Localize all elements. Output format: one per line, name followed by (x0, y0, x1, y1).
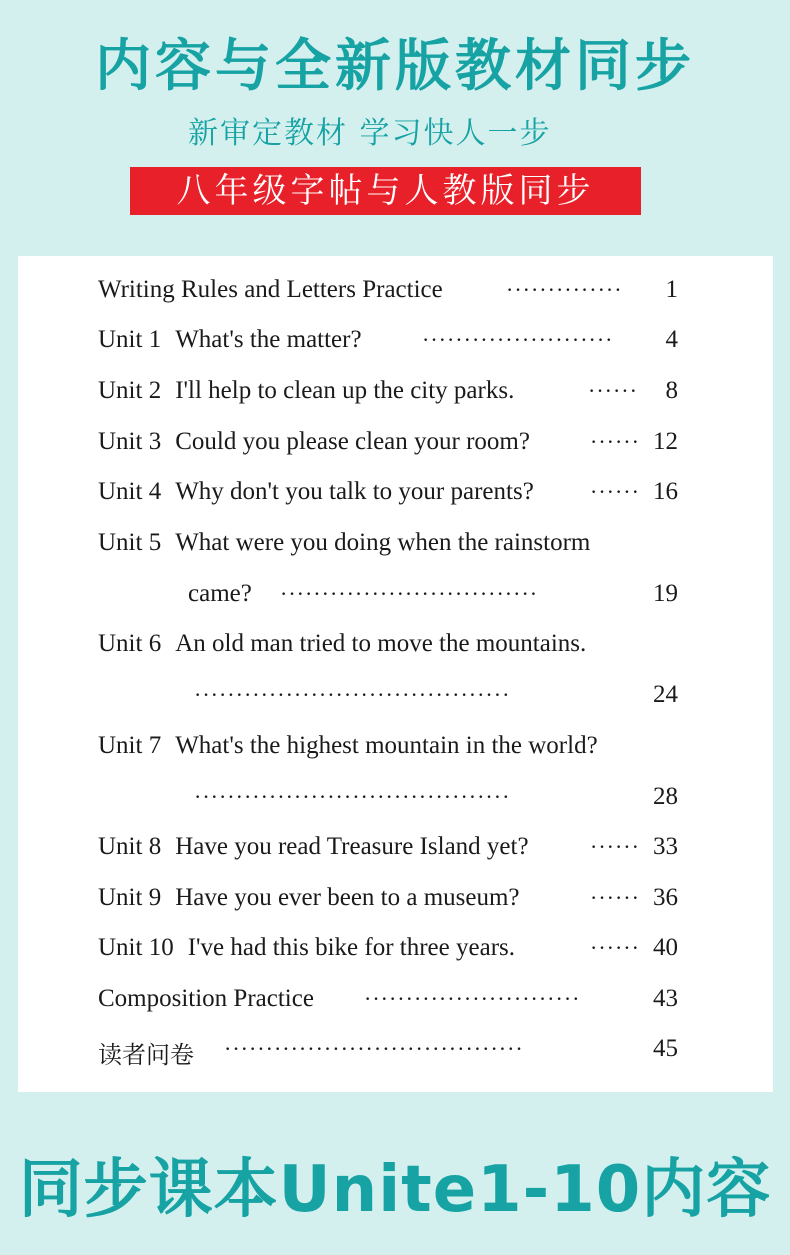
toc-leader: ······································ (194, 682, 511, 707)
headline: 内容与全新版教材同步 (95, 34, 695, 99)
toc-title: 读者问卷 (98, 1041, 194, 1069)
toc-leader: ······ (590, 429, 640, 454)
toc-leader: ······························· (280, 581, 539, 606)
toc-entry (98, 276, 678, 316)
toc-title: Why don't you talk to your parents? (175, 478, 534, 505)
toc-page: 40 (653, 934, 678, 961)
toc-page: 8 (665, 377, 678, 404)
toc-page: 28 (653, 783, 678, 810)
toc-entry (98, 326, 678, 366)
toc-entry-continued (98, 580, 678, 620)
toc-unit: Unit 4 (98, 478, 162, 505)
toc-page: 16 (653, 478, 678, 505)
toc-leader: ·············· (506, 277, 623, 302)
toc-title-continued: came? (188, 580, 252, 607)
toc-title: Composition Practice (98, 985, 314, 1012)
subheadline: 新审定教材 学习快人一步 (188, 116, 552, 151)
toc-entry (98, 377, 678, 417)
toc-unit: Unit 7 (98, 732, 162, 759)
toc-page: 12 (653, 428, 678, 455)
toc-page: 4 (665, 326, 678, 353)
toc-leader: ·························· (364, 986, 581, 1011)
toc-leader: ······ (590, 479, 640, 504)
toc-page: 45 (653, 1035, 678, 1062)
toc-title: What were you doing when the rainstorm (175, 529, 591, 556)
toc-title: An old man tried to move the mountains. (175, 630, 587, 657)
toc-entry-continued (98, 783, 678, 823)
toc-unit: Unit 5 (98, 529, 162, 556)
toc-unit: Unit 1 (98, 326, 162, 353)
toc-title: Could you please clean your room? (175, 428, 530, 455)
toc-entry (98, 428, 678, 468)
toc-leader: ······ (590, 935, 640, 960)
toc-unit: Unit 3 (98, 428, 162, 455)
toc-unit: Unit 9 (98, 884, 162, 911)
toc-unit: Unit 8 (98, 833, 162, 860)
toc-page: 24 (653, 681, 678, 708)
toc-entry (98, 630, 678, 670)
footer-slogan: 同步课本Unite1-10内容 (18, 1153, 772, 1227)
toc-leader: ···································· (224, 1036, 524, 1061)
toc-unit: Unit 10 (98, 934, 174, 961)
grade-banner: 八年级字帖与人教版同步 (130, 167, 641, 215)
toc-entry (98, 478, 678, 518)
toc-title: Writing Rules and Letters Practice (98, 276, 443, 303)
toc-title: What's the matter? (175, 326, 362, 353)
toc-entry-continued (98, 681, 678, 721)
toc-page: 36 (653, 884, 678, 911)
toc-title: Have you ever been to a museum? (175, 884, 520, 911)
toc-page: 1 (665, 276, 678, 303)
toc-title: What's the highest mountain in the world? (175, 732, 598, 759)
toc-page: 19 (653, 580, 678, 607)
toc-entry (98, 934, 678, 974)
toc-leader: ······················· (422, 327, 614, 352)
toc-entry (98, 985, 678, 1025)
toc-unit: Unit 6 (98, 630, 162, 657)
toc-leader: ······ (588, 378, 638, 403)
toc-leader: ······································ (194, 784, 511, 809)
toc-entry (98, 833, 678, 873)
toc-entry (98, 529, 678, 569)
table-of-contents (18, 256, 773, 1092)
toc-page: 43 (653, 985, 678, 1012)
toc-unit: Unit 2 (98, 377, 162, 404)
toc-leader: ······ (590, 834, 640, 859)
toc-leader: ······ (590, 885, 640, 910)
toc-entry (98, 884, 678, 924)
toc-title: Have you read Treasure Island yet? (175, 833, 529, 860)
toc-entry (98, 732, 678, 772)
toc-entry (98, 1035, 678, 1075)
toc-title: I'll help to clean up the city parks. (175, 377, 515, 404)
toc-title: I've had this bike for three years. (187, 934, 515, 961)
toc-page: 33 (653, 833, 678, 860)
